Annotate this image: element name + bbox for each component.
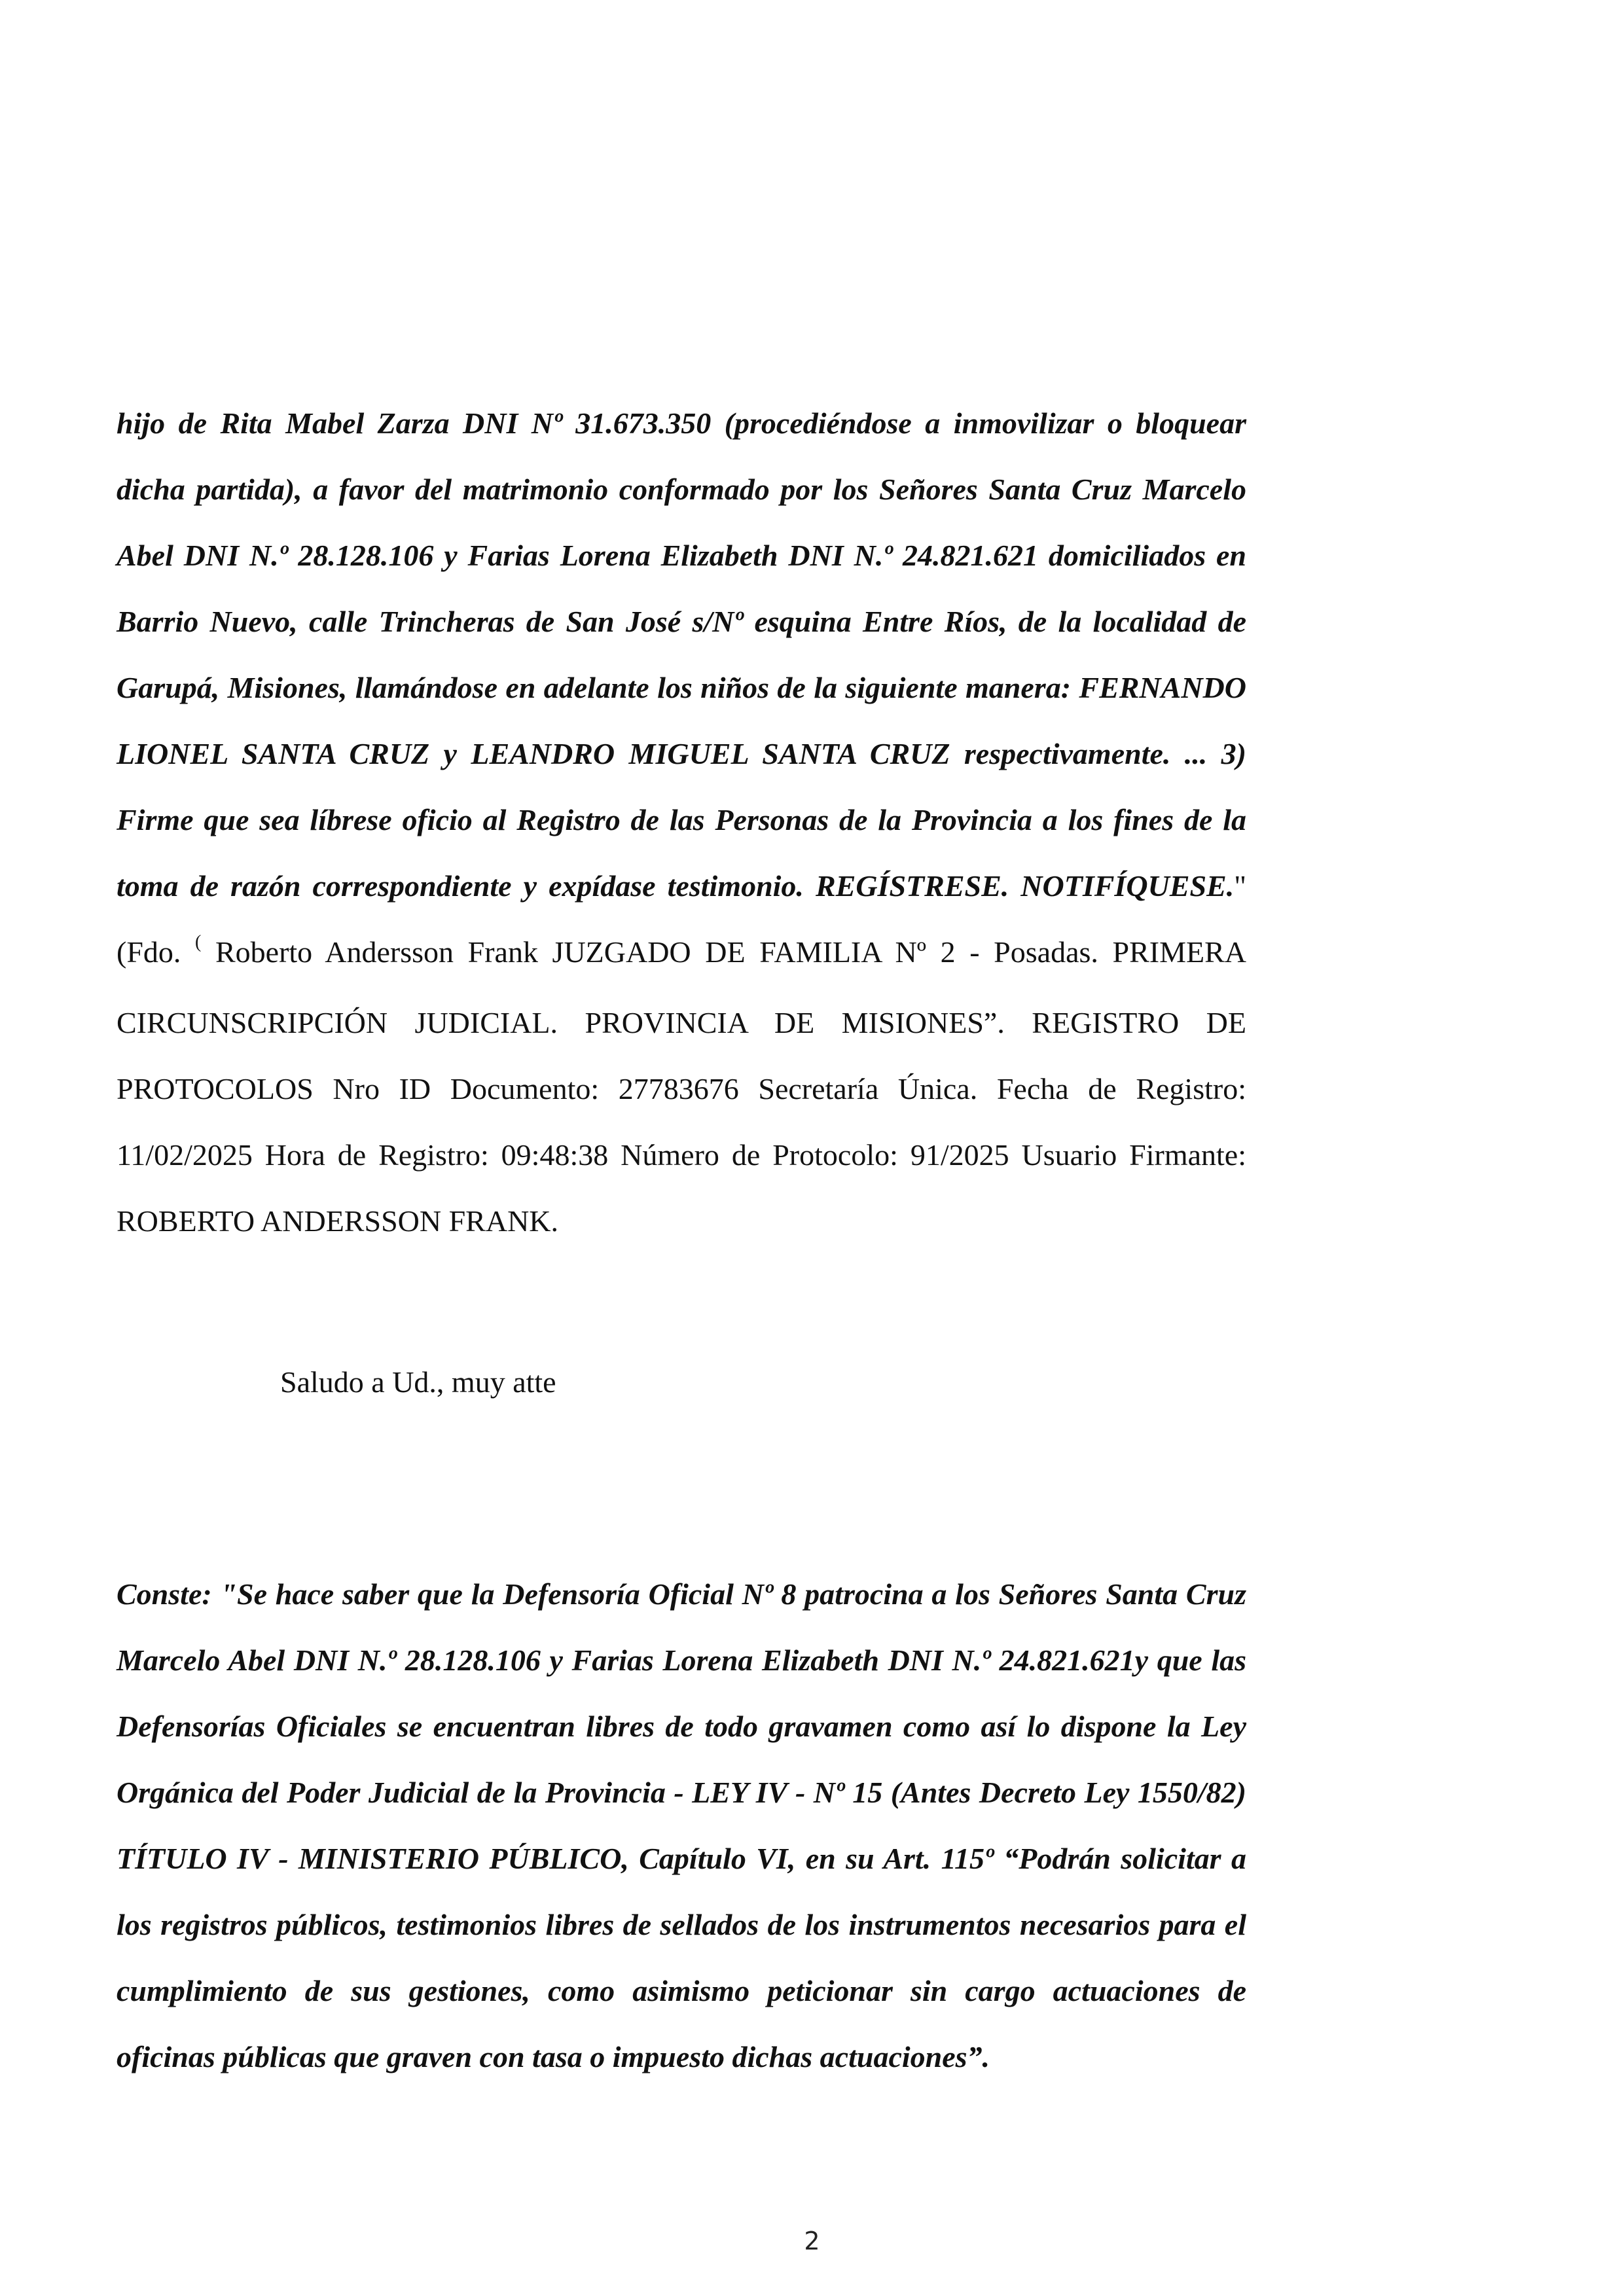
superscript-parenthesis: ( [195, 932, 202, 952]
registry-details: Roberto Andersson Frank JUZGADO DE FAMILIA Nº 2 - Posadas. PRIMERA CIRCUNSCRIPCIÓN JUDICIAL. PROVINCIA DE MISIONES”. REGISTRO DE PROTOCOLOS Nro ID Documento: 27783676 Secretaría Única. Fecha de Registro: 11/02/2025 Hora de Registro: 09:48:38 Número de Protocolo: 91/2025 Usuario Firmante: ROBERTO ANDERSSON FRANK. [117, 935, 1246, 1238]
closing-salutation: Saludo a Ud., muy atte [280, 1365, 556, 1399]
page-number: 2 [804, 2227, 820, 2255]
body-paragraph-1 [117, 390, 1246, 1254]
signature-prefix: (Fdo. [117, 935, 196, 969]
resolution-excerpt: hijo de Rita Mabel Zarza DNI Nº 31.673.350 (procediéndose a inmovilizar o bloquear dicha partida), a favor del matrimonio conformado por los Señores Santa Cruz Marcelo Abel DNI N.º 28.128.106 y Farias Lorena Elizabeth DNI N.º 24.821.621 domiciliados en Barrio Nuevo, calle Trincheras de San José s/Nº esquina Entre Ríos, de la localidad de Garupá, Misiones, llamándose en adelante los niños de la siguiente manera: FERNANDO LIONEL SANTA CRUZ y LEANDRO MIGUEL SANTA CRUZ respectivamente. ... 3) Firme que sea líbrese oficio al Registro de las Personas de la Provincia a los fines de la toma de razón correspondiente y expídase testimonio. REGÍSTRESE. NOTIFÍQUESE. [117, 406, 1246, 903]
closing-quote-mark: " [1234, 869, 1246, 903]
body-paragraph-2: Conste: "Se hace saber que la Defensoría Oficial Nº 8 patrocina a los Señores Santa Cruz Marcelo Abel DNI N.º 28.128.106 y Farias Lorena Elizabeth DNI N.º 24.821.621y que las Defensorías Oficiales se encuentran libres de todo gravamen como así lo dispone la Ley Orgánica del Poder Judicial de la Provincia - LEY IV - Nº 15 (Antes Decreto Ley 1550/82) TÍTULO IV - MINISTERIO PÚBLICO, Capítulo VI, en su Art. 115º “Podrán solicitar a los registros públicos, testimonios libres de sellados de los instrumentos necesarios para el cumplimiento de sus gestiones, como asimismo peticionar sin cargo actuaciones de oficinas públicas que graven con tasa o impuesto dichas actuaciones”. [117, 1577, 1246, 2073]
